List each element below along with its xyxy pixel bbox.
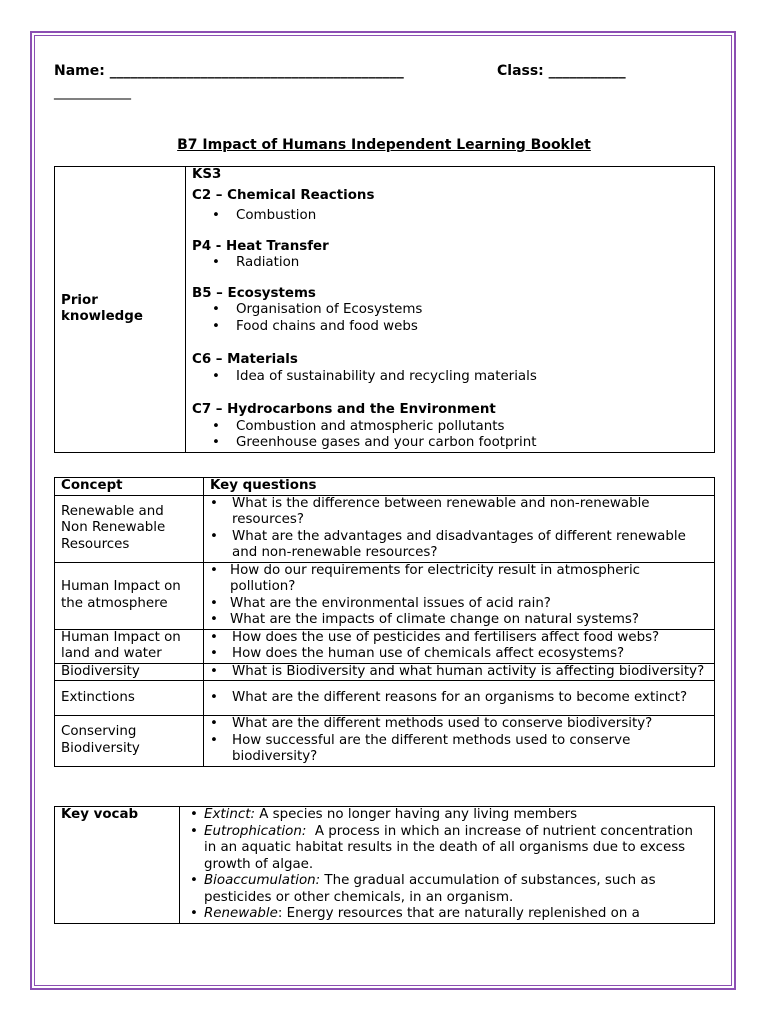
topic-heading: C7 – Hydrocarbons and the Environment <box>192 402 496 417</box>
name-label: Name: <box>54 63 105 79</box>
concept-line: Renewable and <box>61 503 164 519</box>
questions-cell <box>204 716 715 767</box>
question-item: • What are the different reasons for an organisms to become extinct? <box>210 690 708 707</box>
name-line <box>54 63 404 79</box>
concept-cell <box>55 663 204 681</box>
list-item: • Greenhouse gases and your carbon footprint <box>192 435 708 452</box>
concept-line: Biodiversity <box>61 740 140 756</box>
page-title: B7 Impact of Humans Independent Learning Booklet <box>177 137 591 153</box>
table-row <box>55 663 715 681</box>
vocab-list <box>186 807 708 923</box>
table-row <box>55 629 715 663</box>
question-list <box>210 496 708 562</box>
prior-knowledge-label <box>55 167 186 453</box>
question-item: • How does the use of pesticides and fertilisers affect food webs? <box>210 630 708 647</box>
table-row <box>55 716 715 767</box>
question-item: • How do our requirements for electricity result in atmospheric pollution? <box>210 563 708 596</box>
concept-line: the atmosphere <box>61 595 168 611</box>
list-item: • Idea of sustainability and recycling materials <box>192 369 708 386</box>
concept-cell <box>55 716 204 767</box>
table-row <box>55 681 715 716</box>
question-list <box>210 630 708 663</box>
concept-line: Non Renewable <box>61 520 166 536</box>
question-item: • How does the human use of chemicals affect ecosystems? <box>210 646 708 663</box>
question-list <box>210 716 708 766</box>
question-list <box>210 664 708 681</box>
vocab-definition: A species no longer having any living members <box>254 807 578 822</box>
vocab-definition: A process in which an increase of nutrient concentration in an aquatic habitat results in the death of all organisms due to excess growth of algae. <box>204 823 698 872</box>
topic-list <box>192 208 708 225</box>
question-item: • What are the impacts of climate change on natural systems? <box>210 612 708 629</box>
prior-label-line: knowledge <box>61 309 143 325</box>
question-list <box>210 563 708 629</box>
question-item: • What are the advantages and disadvantages of different renewable and non-renewable resources? <box>210 529 708 562</box>
vocab-definition: : Energy resources that are naturally replenished on a <box>277 906 640 921</box>
prior-knowledge-table <box>54 166 715 453</box>
question-list <box>210 690 708 707</box>
concepts-table <box>54 477 715 767</box>
table-header-row <box>55 478 715 496</box>
topic-list <box>192 302 708 335</box>
key-vocab-label: Key vocab <box>55 807 180 924</box>
topic-heading: P4 - Heat Transfer <box>192 238 329 254</box>
topic-heading: C2 – Chemical Reactions <box>192 187 375 203</box>
concept-line: Human Impact on <box>61 579 181 594</box>
question-item: • What are the environmental issues of acid rain? <box>210 596 708 613</box>
class-label: Class: <box>497 63 544 79</box>
concept-line: Human Impact on <box>61 629 181 645</box>
class-blank-continued: ___________ <box>54 84 131 100</box>
concept-cell <box>55 681 204 716</box>
ks3-heading: KS3 <box>192 167 222 182</box>
questions-cell <box>204 663 715 681</box>
concept-cell <box>55 495 204 562</box>
header-concept: Concept <box>55 478 204 496</box>
list-item: • Organisation of Ecosystems <box>192 302 708 319</box>
concept-line: land and water <box>61 646 162 661</box>
questions-cell <box>204 495 715 562</box>
vocab-term: Bioaccumulation: <box>204 873 321 888</box>
concept-cell <box>55 629 204 663</box>
topic-list <box>192 255 708 272</box>
vocab-item <box>186 906 708 923</box>
question-item: • How successful are the different methods used to conserve biodiversity? <box>210 733 708 766</box>
vocab-term: Extinct: <box>204 807 255 822</box>
list-item: • Food chains and food webs <box>192 319 708 336</box>
question-item: • What are the different methods used to conserve biodiversity? <box>210 716 708 733</box>
header-key-questions: Key questions <box>204 478 715 496</box>
class-line <box>497 63 626 79</box>
table-row <box>55 562 715 629</box>
vocab-term: Renewable <box>204 906 278 921</box>
table-row <box>55 495 715 562</box>
prior-knowledge-content <box>186 167 715 453</box>
questions-cell <box>204 629 715 663</box>
key-vocab-table <box>54 806 715 924</box>
concept-line: Resources <box>61 536 130 552</box>
list-item: • Radiation <box>192 255 708 272</box>
questions-cell <box>204 681 715 716</box>
concept-cell <box>55 562 204 629</box>
name-blank: __________________________________________ <box>109 63 404 79</box>
list-item: • Combustion <box>192 208 708 225</box>
vocab-item <box>186 824 708 874</box>
key-vocab-content <box>180 807 715 924</box>
concept-line: Conserving <box>61 724 137 740</box>
vocab-term: Eutrophication: <box>204 823 307 839</box>
question-item: • What is Biodiversity and what human activity is affecting biodiversity? <box>210 664 708 681</box>
topic-list <box>192 419 708 452</box>
vocab-definition: The gradual accumulation of substances, such as pesticides or other chemicals, in an organism. <box>204 873 660 905</box>
concept-line: Extinctions <box>61 689 135 705</box>
concept-line: Biodiversity <box>61 663 140 679</box>
vocab-item <box>186 873 708 906</box>
topic-list <box>192 369 708 386</box>
list-item: • Combustion and atmospheric pollutants <box>192 419 708 436</box>
question-item: • What is the difference between renewable and non-renewable resources? <box>210 496 708 529</box>
questions-cell <box>204 562 715 629</box>
class-blank: ___________ <box>548 63 626 79</box>
vocab-item <box>186 807 708 824</box>
prior-label-line: Prior <box>61 292 98 308</box>
topic-heading: C6 – Materials <box>192 352 298 367</box>
topic-heading: B5 – Ecosystems <box>192 285 316 301</box>
